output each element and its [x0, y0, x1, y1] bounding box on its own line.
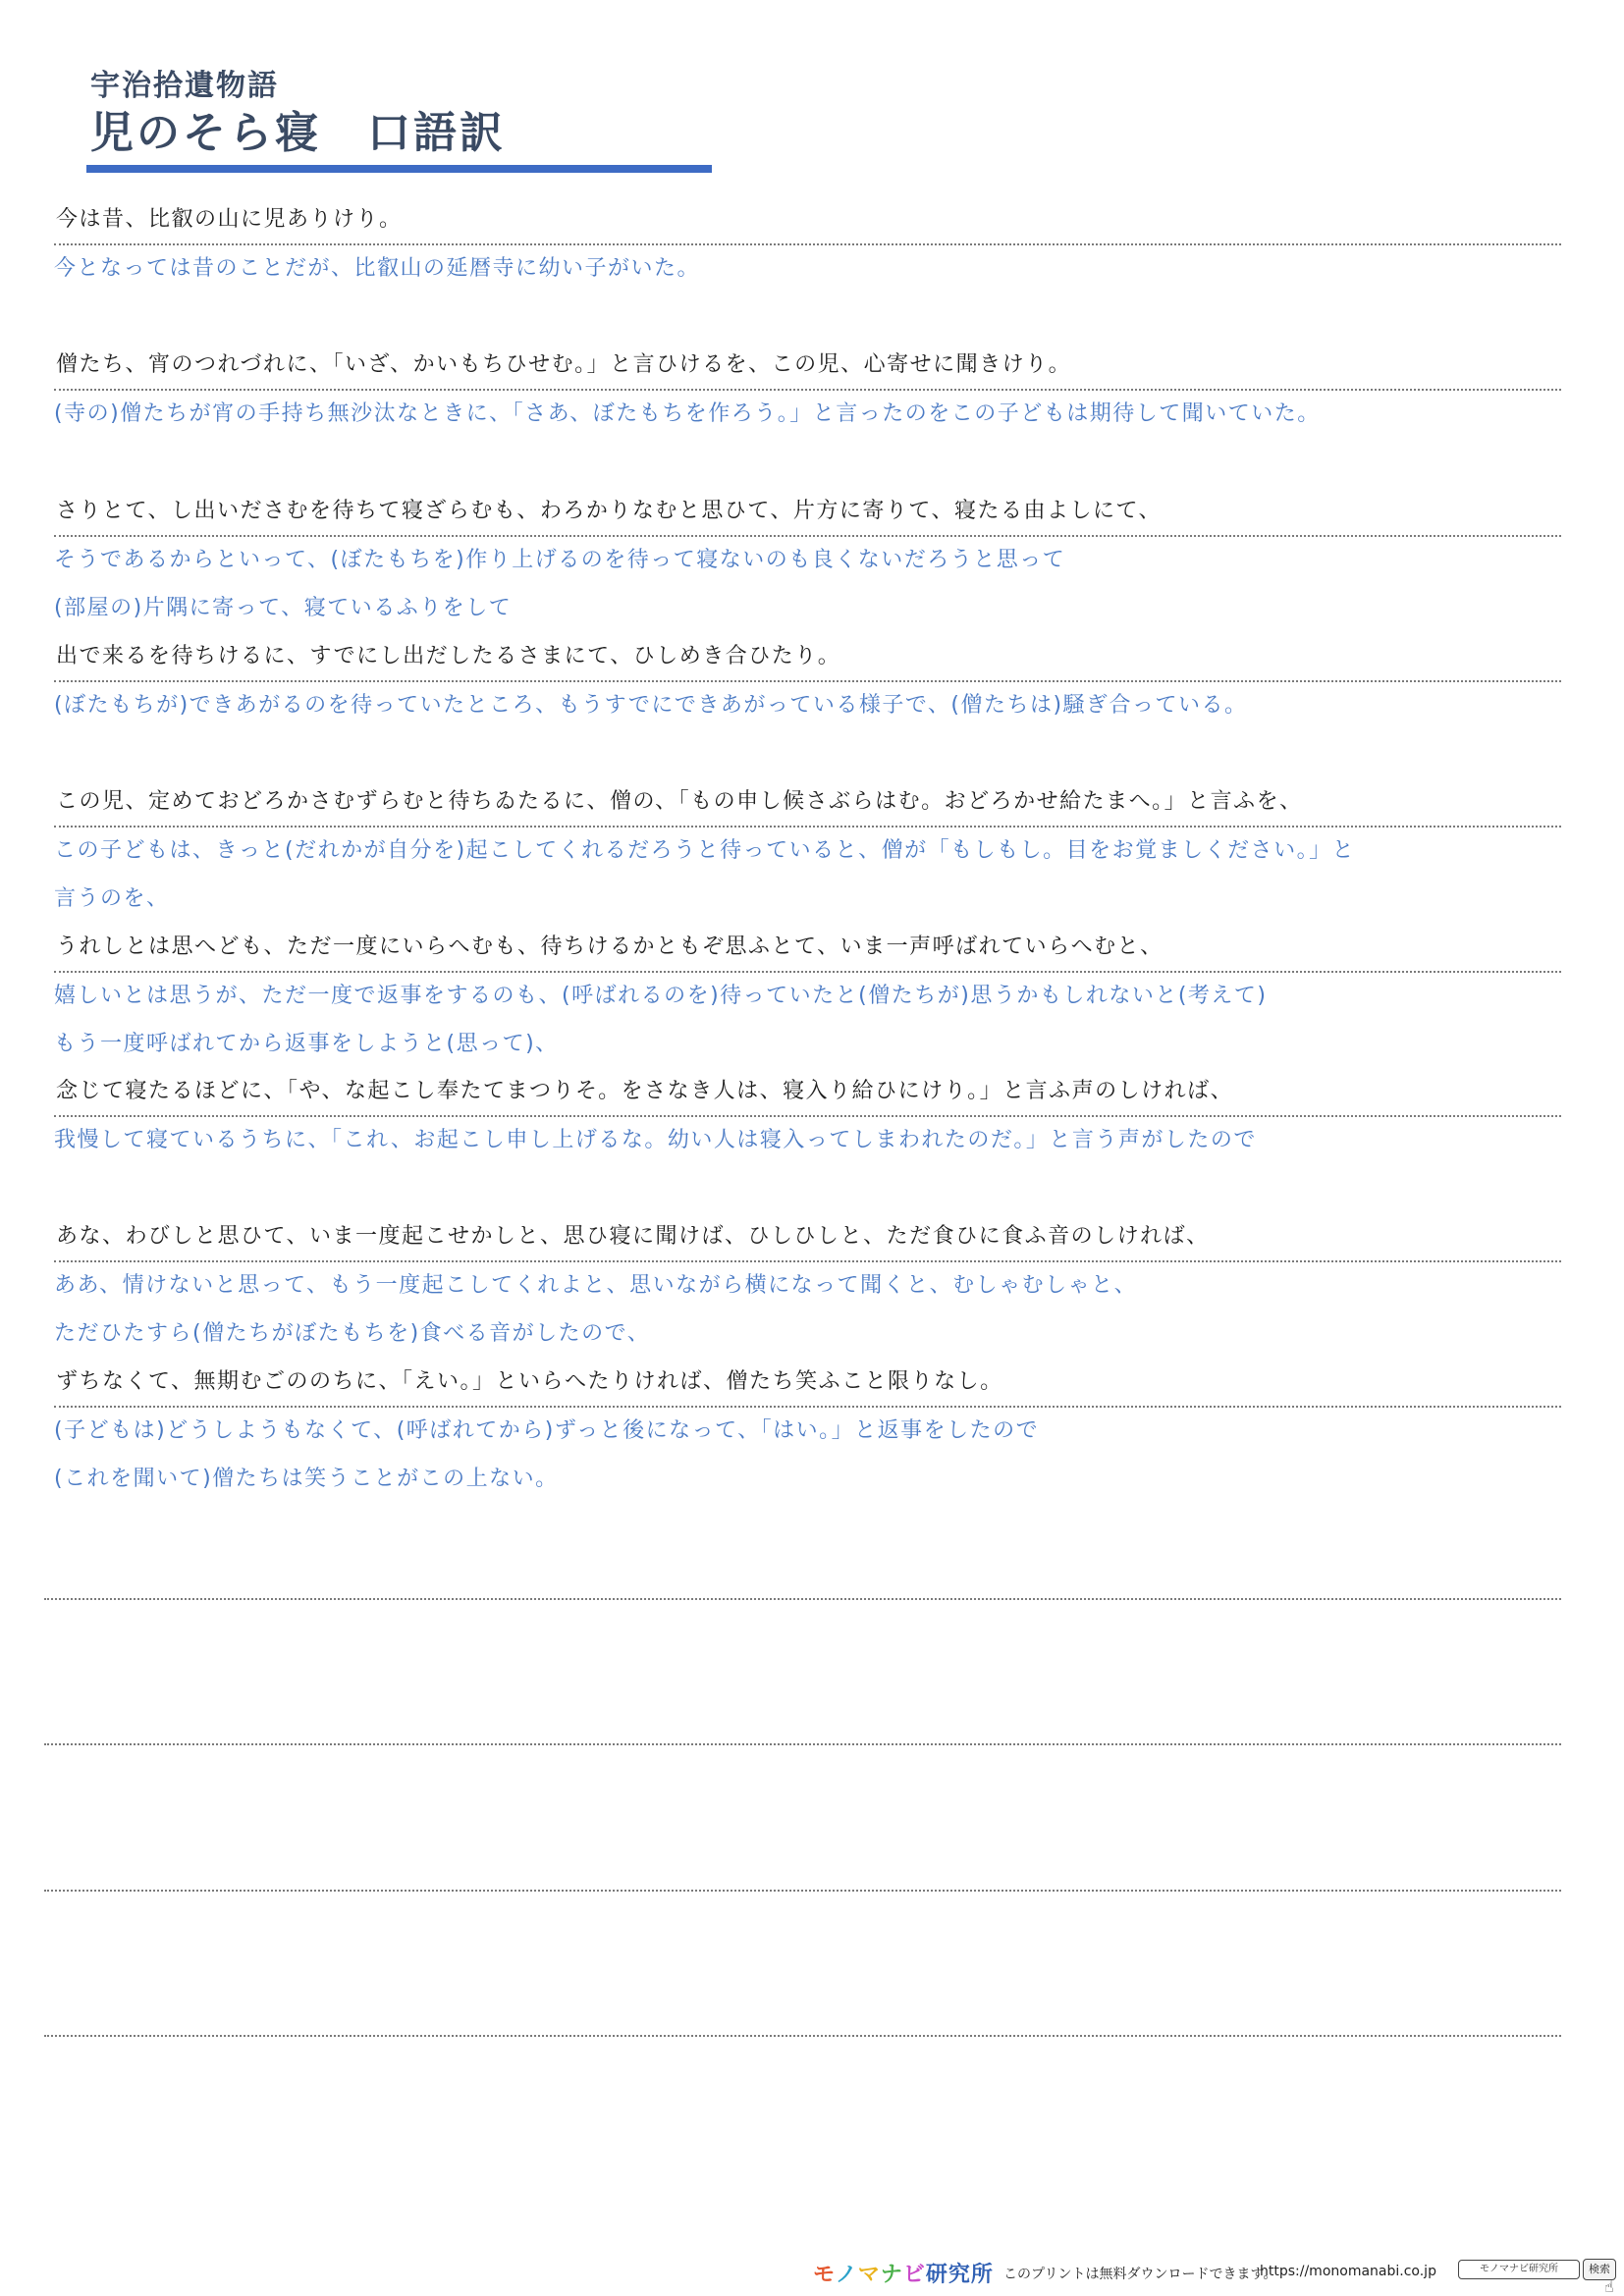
blank-writing-line: [44, 1598, 1561, 1600]
original-line: さりとて、し出いださむを待ちて寝ざらむも、わろかりなむと思ひて、片方に寄りて、寝たる由よしにて、: [54, 486, 1561, 537]
translation-line: 我慢して寝ているうちに、「これ、お起こし申し上げるな。幼い人は寝入ってしまわれたのだ。」と言う声がしたので: [54, 1128, 1257, 1152]
original-line: 僧たち、宵のつれづれに、「いざ、かいもちひせむ。」と言ひけるを、この児、心寄せに聞きけり。: [54, 340, 1561, 391]
work-title: 宇治拾遺物語: [90, 69, 279, 103]
original-line: この児、定めておどろかさむずらむと待ちゐたるに、僧の、「もの申し候さぶらはむ。おどろかせ給たまへ。」と言ふを、: [54, 776, 1561, 828]
translation-line: (部屋の)片隅に寄って、寝ているふりをして: [54, 596, 513, 620]
blank-writing-line: [44, 1890, 1561, 1892]
pointer-cursor-icon: ☝: [1604, 2277, 1614, 2296]
site-logo[interactable]: モノマナビ研究所: [813, 2263, 994, 2287]
footer-url[interactable]: https://monomanabi.co.jp: [1260, 2264, 1436, 2279]
blank-writing-line: [44, 1743, 1561, 1745]
translation-line: (子どもは)どうしようもなくて、(呼ばれてから)ずっと後になって、「はい。」と返事をしたので: [54, 1418, 1040, 1443]
translation-line: 今となっては昔のことだが、比叡山の延暦寺に幼い子がいた。: [54, 256, 701, 281]
page-header: [90, 69, 506, 161]
search-input[interactable]: モノマナビ研究所: [1458, 2260, 1580, 2279]
search-button[interactable]: 検索: [1583, 2259, 1616, 2280]
translation-line: もう一度呼ばれてから返事をしようと(思って)、: [54, 1032, 559, 1056]
page-footer: [0, 2258, 1624, 2296]
original-line: 念じて寝たるほどに、「や、な起こし奉たてまつりそ。をさなき人は、寝入り給ひにけり。」と言ふ声のしければ、: [54, 1066, 1561, 1117]
original-line: あな、わびしと思ひて、いま一度起こせかしと、思ひ寝に聞けば、ひしひしと、ただ食ひに食ふ音のしければ、: [54, 1211, 1561, 1262]
translation-line: (これを聞いて)僧たちは笑うことがこの上ない。: [54, 1467, 559, 1491]
original-line: うれしとは思へども、ただ一度にいらへむも、待ちけるかともぞ思ふとて、いま一声呼ばれていらへむと、: [54, 922, 1561, 973]
page-title: 児のそら寝 口語訳: [90, 108, 506, 158]
translation-line: ただひたすら(僧たちがぼたもちを)食べる音がしたので、: [54, 1321, 651, 1346]
translation-line: 嬉しいとは思うが、ただ一度で返事をするのも、(呼ばれるのを)待っていたと(僧たちが)思うかもしれないと(考えて): [54, 984, 1268, 1008]
translation-line: そうであるからといって、(ぼたもちを)作り上げるのを待って寝ないのも良くないだろうと思って: [54, 548, 1066, 572]
translation-line: ああ、情けないと思って、もう一度起こしてくれよと、思いながら横になって聞くと、むしゃむしゃと、: [54, 1273, 1138, 1298]
translation-line: この子どもは、きっと(だれかが自分を)起こしてくれるだろうと待っていると、僧が「もしもし。目をお覚ましください。」と: [54, 838, 1356, 863]
translation-line: (ぼたもちが)できあがるのを待っていたところ、もうすでにできあがっている様子で、(僧たちは)騒ぎ合っている。: [54, 693, 1248, 718]
blank-writing-line: [44, 2035, 1561, 2037]
title-underline: [86, 165, 712, 173]
translation-line: 言うのを、: [54, 886, 170, 911]
footer-note: このプリントは無料ダウンロードできます。: [1003, 2267, 1277, 2282]
original-line: 今は昔、比叡の山に児ありけり。: [54, 194, 1561, 245]
translation-line: (寺の)僧たちが宵の手持ち無沙汰なときに、「さあ、ぼたもちを作ろう。」と言ったのをこの子どもは期待して聞いていた。: [54, 401, 1321, 426]
original-line: ずちなくて、無期むごののちに、「えい。」といらへたりければ、僧たち笑ふこと限りなし。: [54, 1357, 1561, 1408]
original-line: 出で来るを待ちけるに、すでにし出だしたるさまにて、ひしめき合ひたり。: [54, 631, 1561, 682]
